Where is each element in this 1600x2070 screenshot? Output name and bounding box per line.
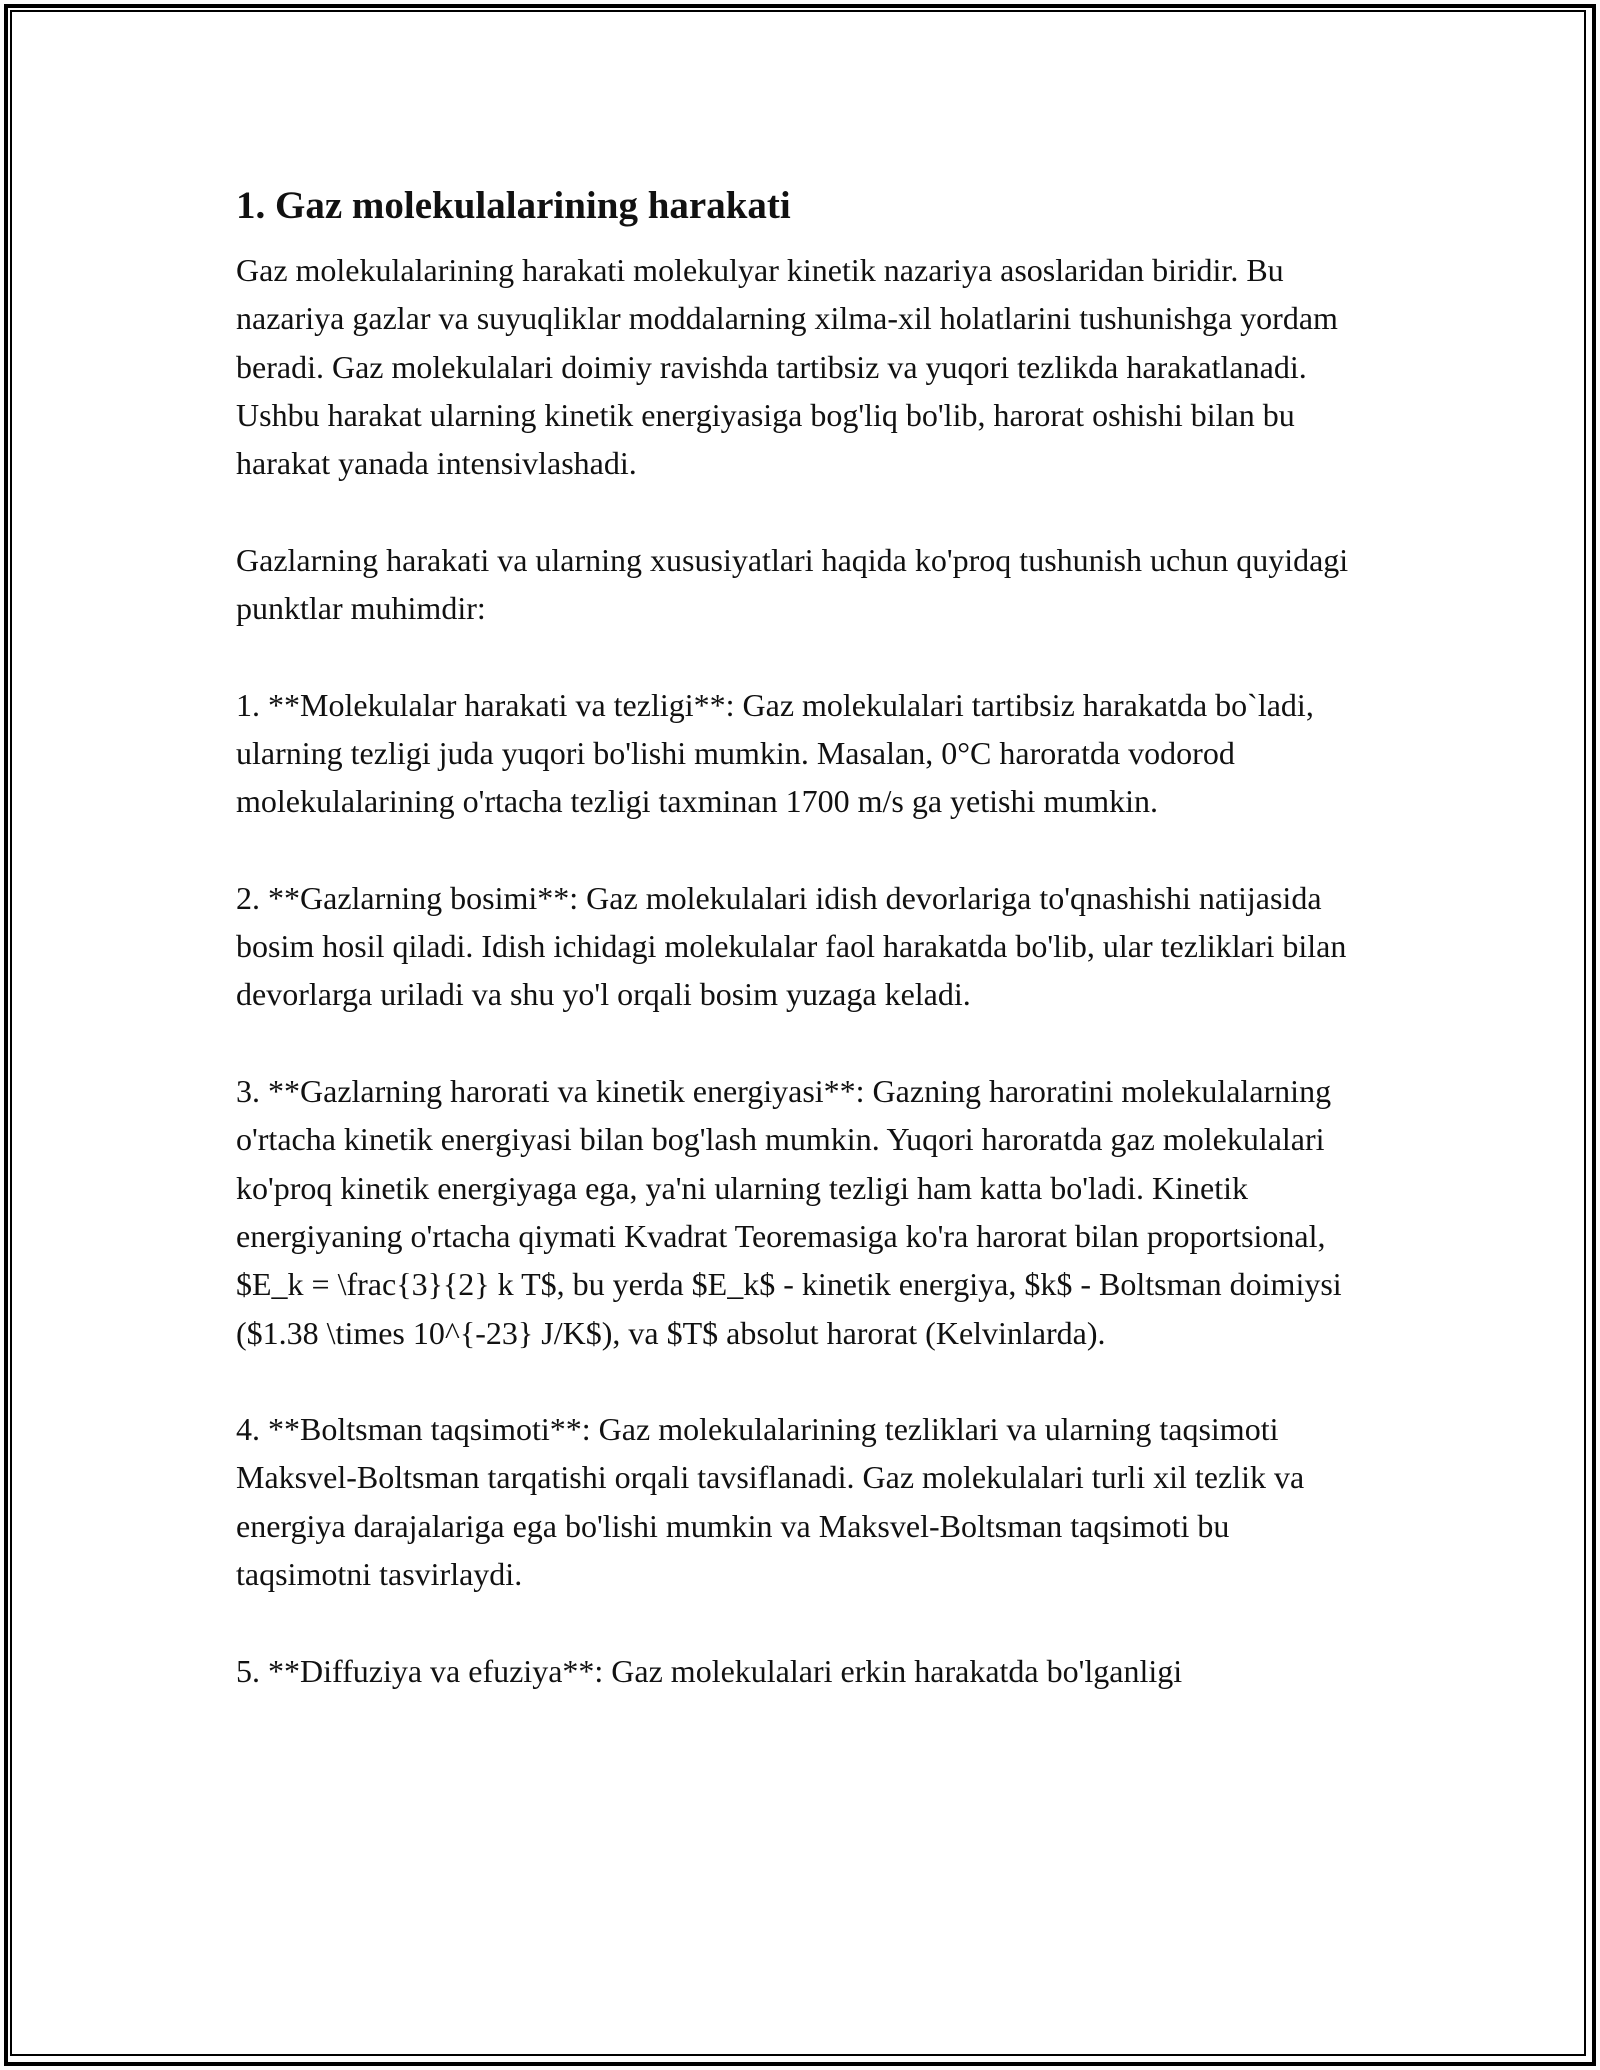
point-2-paragraph: 2. **Gazlarning bosimi**: Gaz molekulalari idish devorlariga to'qnashishi natijasida bosim hosil qiladi. Idish ichidagi molekulalar faol harakatda bo'lib, ular tezliklari bilan devorlarga uriladi va shu yo'l orqali bosim yuzaga keladi.	[236, 879, 1347, 1013]
point-5-paragraph: 5. **Diffuziya va efuziya**: Gaz molekulalari erkin harakatda bo'lganligi	[236, 1652, 1183, 1689]
section-heading: 1. Gaz molekulalarining harakati	[236, 184, 791, 227]
intro-paragraph: Gaz molekulalarining harakati molekulyar kinetik nazariya asoslaridan biridir. Bu nazariya gazlar va suyuqliklar moddalarning xilma-xil holatlarini tushunishga yordam beradi. Gaz molekulalari doimiy ravishda tartibsiz va yuqori tezlikda harakatlanadi. Ushbu harakat ularning kinetik energiyasiga bog'liq bo'lib, harorat oshishi bilan bu harakat yanada intensivlashadi.	[236, 252, 1338, 482]
point-4-paragraph: 4. **Boltsman taqsimoti**: Gaz molekulalarining tezliklari va ularning taqsimoti Maksvel-Boltsman tarqatishi orqali tavsiflanadi. Gaz molekulalari turli xil tezlik va energiya darajalariga ega bo'lishi mumkin va Maksvel-Boltsman taqsimoti bu taqsimotni tasvirlaydi.	[236, 1411, 1305, 1593]
document-body	[236, 180, 1366, 1743]
point-3-paragraph: 3. **Gazlarning harorati va kinetik energiyasi**: Gazning haroratini molekulalarning o'rtacha kinetik energiyasi bilan bog'lash mumkin. Yuqori haroratda gaz molekulalari ko'proq kinetik energiyaga ega, ya'ni ularning tezligi ham katta bo'ladi. Kinetik energiyaning o'rtacha qiymati Kvadrat Teoremasiga ko'ra harorat bilan proportsional, $E_k = \frac{3}{2} k T$, bu yerda $E_k$ - kinetik energiya, $k$ - Boltsman doimiysi ($1.38 \times 10^{-23} J/K$), va $T$ absolut harorat (Kelvinlarda).	[236, 1073, 1342, 1351]
lead-in-paragraph: Gazlarning harakati va ularning xususiyatlari haqida ko'proq tushunish uchun quyidagi punktlar muhimdir:	[236, 541, 1349, 627]
point-1-paragraph: 1. **Molekulalar harakati va tezligi**: Gaz molekulalari tartibsiz harakatda bo`ladi, ularning tezligi juda yuqori bo'lishi mumkin. Masalan, 0°C haroratda vodorod molekulalarining o'rtacha tezligi taxminan 1700 m/s ga yetishi mumkin.	[236, 686, 1314, 820]
